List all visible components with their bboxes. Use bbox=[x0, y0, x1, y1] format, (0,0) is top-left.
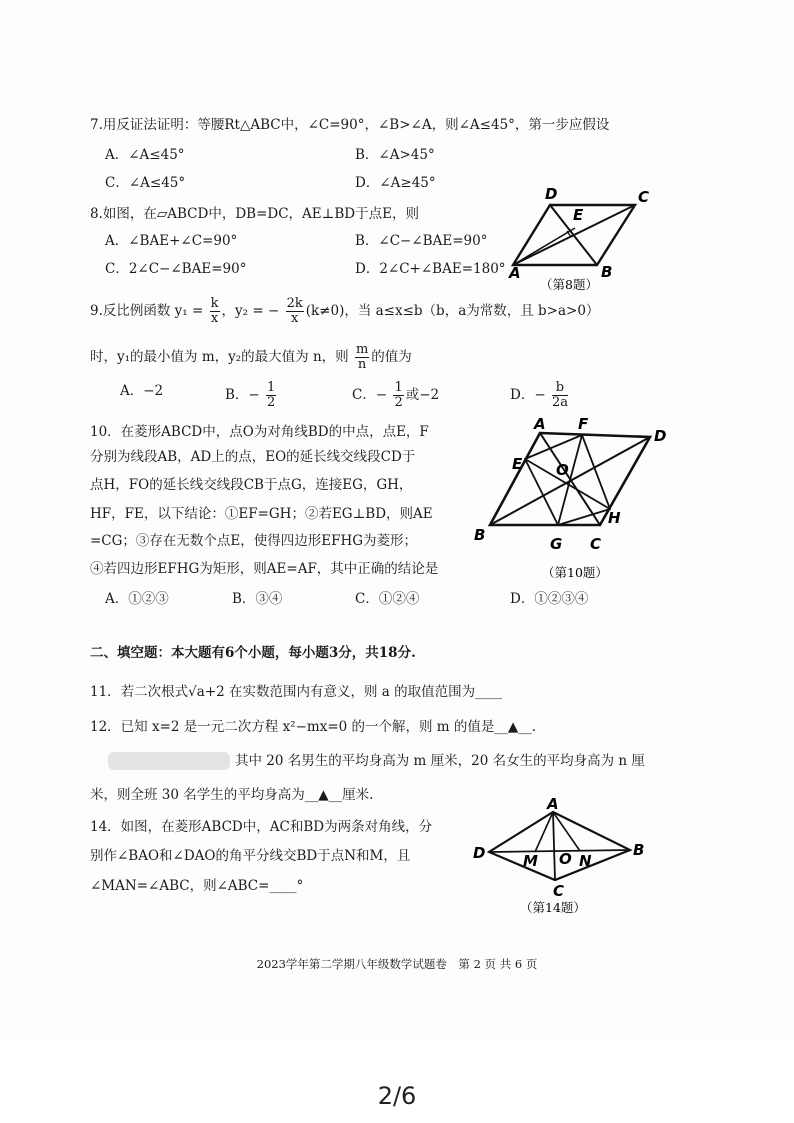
fig14-label-a: A bbox=[547, 795, 559, 813]
fig14-label-c: C bbox=[553, 882, 565, 900]
fig10-label-c: C bbox=[590, 535, 602, 553]
q7-option-c: C．∠A≤45° bbox=[105, 175, 186, 191]
fig14-label-o: O bbox=[559, 850, 572, 868]
q10-line5: =CG；③存在无数个点E，使得四边形EFHG为菱形； bbox=[90, 533, 418, 549]
q9-option-d: D．− $\frac{b}{2a}$ bbox=[510, 380, 568, 410]
q12-text: 12．已知 x=2 是一元二次方程 x²−mx=0 的一个解，则 m 的值是__▲__. bbox=[90, 719, 537, 735]
q10-line4: HF，FE，以下结论：①EF=GH；②若EG⊥BD，则AE bbox=[90, 506, 433, 522]
q10-option-d: D．①②③④ bbox=[510, 591, 589, 607]
fig14-label-b: B bbox=[633, 841, 645, 859]
q9-option-a: A．−2 bbox=[120, 383, 164, 399]
fig10-label-b: B bbox=[474, 526, 486, 544]
fig8-label-e: E bbox=[573, 206, 584, 224]
fig8-label-a: A bbox=[509, 264, 521, 282]
q9-frac-y2: $\frac{2k}{x}$ bbox=[286, 296, 303, 326]
fig8-label-b: B bbox=[601, 263, 613, 281]
q10-line3: 点H，FO的延长线交线段CB于点G，连接EG，GH， bbox=[90, 477, 413, 493]
q14-line2: 别作∠BAO和∠DAO的角平分线交BD于点N和M，且 bbox=[90, 848, 411, 864]
q9-stem-line2: 时，y₁的最小值为 m，y₂的最大值为 n，则 $\frac{m}{n}$ 的值为 bbox=[90, 342, 412, 372]
q8-stem: 8.如图，在▱ABCD中，DB=DC，AE⊥BD于点E，则 bbox=[90, 206, 419, 222]
fig8-label-c: C bbox=[638, 188, 650, 206]
fig10-label-g: G bbox=[550, 535, 563, 553]
fig14-caption: （第14题） bbox=[520, 900, 586, 915]
q10-line6: ④若四边形EFHG为矩形，则AE=AF，其中正确的结论是 bbox=[90, 561, 439, 577]
figure-q10 bbox=[470, 415, 700, 594]
q10-line2: 分别为线段AB，AD上的点，EO的延长线交线段CD于 bbox=[90, 449, 416, 465]
page-indicator: 2/6 bbox=[377, 1082, 417, 1110]
q10-option-b: B．③④ bbox=[232, 591, 283, 607]
fig10-label-a: A bbox=[534, 415, 546, 433]
q9-frac-mn: $\frac{m}{n}$ bbox=[355, 342, 369, 372]
fig14-label-n: N bbox=[579, 852, 592, 870]
q8-option-c: C．2∠C−∠BAE=90° bbox=[105, 261, 247, 277]
q9-stem-line1: 9.反比例函数 y₁ = $\frac{k}{x}$ ，y₂ = − $\frac{2k}{x}$ (k≠0)，当 a≤x≤b（b，a为常数，且 b>a>0） bbox=[90, 296, 600, 326]
page-footer: 2023学年第二学期八年级数学试题卷 第 2 页 共 6 页 bbox=[256, 957, 538, 971]
q7-stem: 7.用反证法证明：等腰Rt△ABC中，∠C=90°，∠B>∠A，则∠A≤45°，第一步应假设 bbox=[90, 117, 610, 133]
q8-option-b: B．∠C−∠BAE=90° bbox=[355, 233, 488, 249]
fig10-label-o: O bbox=[556, 461, 569, 479]
figure-q8 bbox=[505, 185, 665, 304]
q8-option-a: A．∠BAE+∠C=90° bbox=[105, 233, 238, 249]
q13-line2: 米，则全班 30 名学生的平均身高为__▲__厘米. bbox=[90, 787, 374, 803]
q10-option-a: A．①②③ bbox=[105, 591, 169, 607]
fig14-label-d: D bbox=[473, 844, 486, 862]
fig10-label-d: D bbox=[654, 427, 667, 445]
q8-option-d: D．2∠C+∠BAE=180° bbox=[355, 261, 506, 277]
figure-q14 bbox=[465, 795, 685, 924]
q10-option-c: C．①②④ bbox=[355, 591, 420, 607]
q14-line3: ∠MAN=∠ABC，则∠ABC=____° bbox=[90, 878, 304, 894]
q9-option-c: C．− $\frac{1}{2}$ 或−2 bbox=[352, 380, 440, 410]
fig10-label-h: H bbox=[608, 509, 621, 527]
fig8-caption: （第8题） bbox=[540, 277, 598, 292]
fig10-label-e: E bbox=[512, 455, 523, 473]
q14-line1: 14．如图，在菱形ABCD中，AC和BD为两条对角线，分 bbox=[90, 819, 433, 835]
q11-text: 11．若二次根式√a+2 在实数范围内有意义，则 a 的取值范围为____ bbox=[90, 684, 503, 700]
fig10-caption: （第10题） bbox=[542, 565, 608, 580]
q7-option-d: D．∠A≥45° bbox=[355, 175, 436, 191]
q13-line1: 其中 20 名男生的平均身高为 m 厘米，20 名女生的平均身高为 n 厘 bbox=[235, 753, 645, 769]
q9-option-b: B．− $\frac{1}{2}$ bbox=[225, 380, 276, 410]
fig8-label-d: D bbox=[545, 185, 558, 203]
fig10-label-f: F bbox=[578, 415, 589, 433]
q7-option-b: B．∠A>45° bbox=[355, 147, 435, 163]
q7-option-a: A．∠A≤45° bbox=[105, 147, 185, 163]
fig14-label-m: M bbox=[523, 852, 538, 870]
section2-heading: 二、填空题：本大题有6个小题，每小题3分，共18分. bbox=[90, 645, 416, 661]
q9-frac-y1: $\frac{k}{x}$ bbox=[210, 296, 219, 326]
q10-line1: 10．在菱形ABCD中，点O为对角线BD的中点，点E，F bbox=[90, 424, 429, 440]
smudged-text bbox=[108, 752, 230, 770]
